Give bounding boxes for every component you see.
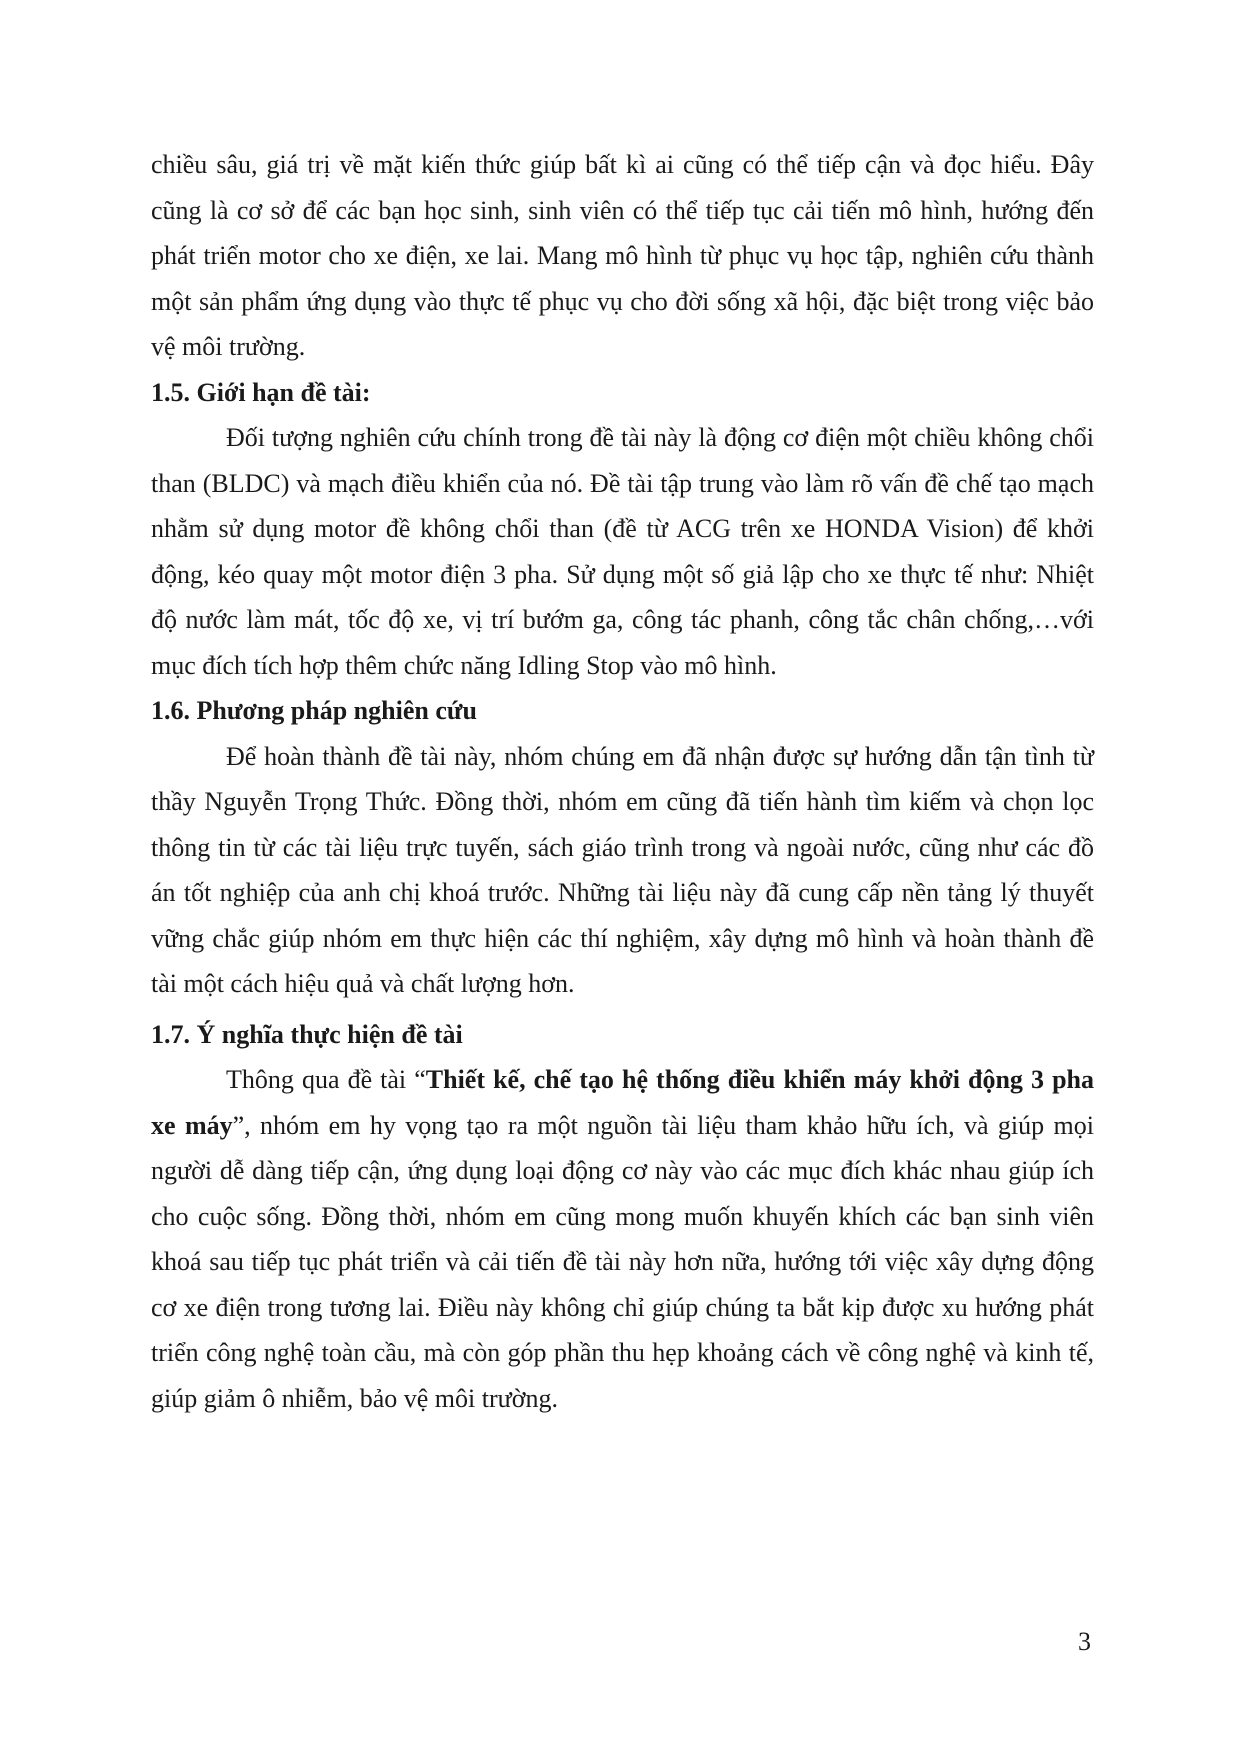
section-paragraph-1-5: Đối tượng nghiên cứu chính trong đề tài này là động cơ điện một chiều không chổi than (BLDC) và mạch điều khiển của nó. Đề tài tập trung vào làm rõ vấn đề chế tạo mạch nhằm sử dụng motor đề không chổi than (đề từ ACG trên xe HONDA Vision) để khởi động, kéo quay một motor điện 3 pha. Sử dụng một số giả lập cho xe thực tế như: Nhiệt độ nước làm mát, tốc độ xe, vị trí bướm ga, công tác phanh, công tắc chân chống,…với mục đích tích hợp thêm chức năng Idling Stop vào mô hình.: [151, 423, 1094, 680]
section-heading-1-7: 1.7. Ý nghĩa thực hiện đề tài: [151, 1019, 463, 1049]
project-title-bold: Thiết kế, chế tạo hệ thống điều khiển máy khởi động 3 pha xe máy: [151, 1065, 1094, 1140]
paragraph-prefix: Thông qua đề tài “: [226, 1065, 426, 1094]
section-paragraph-1-7: [151, 1057, 1094, 1421]
section-paragraph-1-6: Để hoàn thành đề tài này, nhóm chúng em đã nhận được sự hướng dẫn tận tình từ thầy Nguyễn Trọng Thức. Đồng thời, nhóm em cũng đã tiến hành tìm kiếm và chọn lọc thông tin từ các tài liệu trực tuyến, sách giáo trình trong và ngoài nước, cũng như các đồ án tốt nghiệp của anh chị khoá trước. Những tài liệu này đã cung cấp nền tảng lý thuyết vững chắc giúp nhóm em thực hiện các thí nghiệm, xây dựng mô hình và hoàn thành đề tài một cách hiệu quả và chất lượng hơn.: [151, 741, 1094, 998]
section-heading-1-5: 1.5. Giới hạn đề tài:: [151, 377, 371, 407]
section-heading-1-6: 1.6. Phương pháp nghiên cứu: [151, 696, 477, 725]
paragraph-suffix: ”, nhóm em hy vọng tạo ra một nguồn tài liệu tham khảo hữu ích, và giúp mọi người dễ dàng tiếp cận, ứng dụng loại động cơ này vào các mục đích khác nhau giúp ích cho cuộc sống. Đồng thời, nhóm em cũng mong muốn khuyến khích các bạn sinh viên khoá sau tiếp tục phát triển và cải tiến đề tài này hơn nữa, hướng tới việc xây dựng động cơ xe điện trong tương lai. Điều này không chỉ giúp chúng ta bắt kịp được xu hướng phát triển công nghệ toàn cầu, mà còn góp phần thu hẹp khoảng cách về công nghệ và kinh tế, giúp giảm ô nhiễm, bảo vệ môi trường.: [151, 1110, 1094, 1413]
page-number: 3: [1078, 1627, 1091, 1656]
intro-paragraph: chiều sâu, giá trị về mặt kiến thức giúp bất kì ai cũng có thể tiếp cận và đọc hiểu. Đây cũng là cơ sở để các bạn học sinh, sinh viên có thể tiếp tục cải tiến mô hình, hướng đến phát triển motor cho xe điện, xe lai. Mang mô hình từ phục vụ học tập, nghiên cứu thành một sản phẩm ứng dụng vào thực tế phục vụ cho đời sống xã hội, đặc biệt trong việc bảo vệ môi trường.: [151, 150, 1094, 361]
page-content: [151, 142, 1094, 1421]
